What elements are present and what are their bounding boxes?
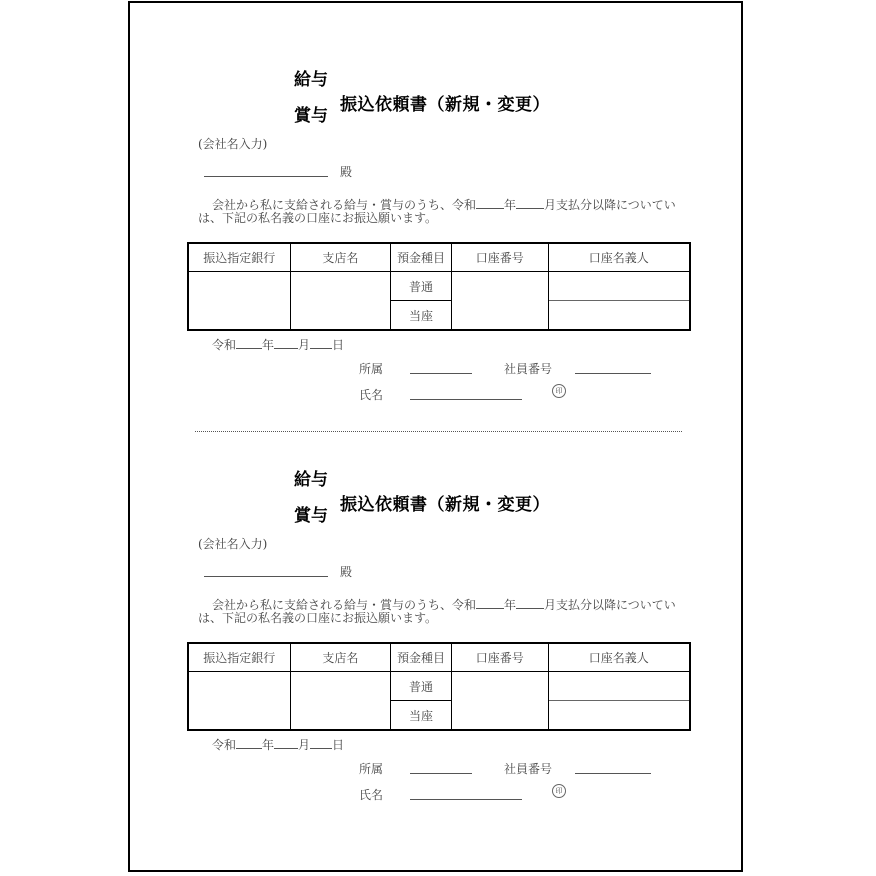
header-bank: 振込指定銀行 — [188, 243, 290, 272]
company-name-underline — [204, 576, 328, 577]
holder-kana-line[interactable] — [549, 272, 689, 300]
branch-cell[interactable] — [290, 272, 391, 331]
header-bank: 振込指定銀行 — [188, 643, 290, 672]
dono-honorific: 殿 — [340, 565, 353, 579]
bank-account-table — [187, 642, 691, 731]
employee-number-field[interactable] — [575, 373, 651, 374]
date-year: 年 — [262, 738, 275, 752]
bank-account-table — [187, 242, 691, 331]
dept-field[interactable] — [410, 373, 472, 374]
para-text-b: 年 — [504, 598, 517, 612]
form-title: 振込依頼書（新規・変更） — [340, 495, 550, 515]
header-account-type: 預金種目 — [391, 243, 452, 272]
para-text-b: 年 — [504, 198, 517, 212]
date-month: 月 — [298, 338, 311, 352]
date-day: 日 — [332, 338, 345, 352]
para-text-a: 会社から私に支給される給与・賞与のうち、令和 — [212, 198, 477, 212]
holder-kana-line[interactable] — [549, 672, 689, 700]
company-name-placeholder: (会社名入力) — [198, 537, 268, 551]
year-blank — [476, 599, 504, 609]
account-holder-cell[interactable] — [548, 672, 690, 731]
date-month-blank[interactable] — [274, 739, 298, 749]
year-blank — [476, 199, 504, 209]
header-account-number: 口座番号 — [451, 643, 548, 672]
document-page — [128, 1, 743, 872]
account-holder-cell[interactable] — [548, 272, 690, 331]
header-account-holder: 口座名義人 — [548, 643, 690, 672]
dono-honorific: 殿 — [340, 165, 353, 179]
header-account-number: 口座番号 — [451, 243, 548, 272]
date-year-blank[interactable] — [236, 339, 262, 349]
request-paragraph — [198, 599, 688, 625]
account-number-cell[interactable] — [451, 272, 548, 331]
date-line — [212, 336, 344, 353]
account-type-toza[interactable]: 当座 — [391, 301, 452, 331]
holder-name-line[interactable] — [549, 700, 689, 729]
para-text-line2: は、下記の私名義の口座にお振込願います。 — [198, 211, 438, 225]
dept-label: 所属 — [359, 762, 384, 776]
title-kyuyo: 給与 — [294, 70, 328, 90]
header-branch: 支店名 — [290, 243, 391, 272]
employee-number-field[interactable] — [575, 773, 651, 774]
date-year-blank[interactable] — [236, 739, 262, 749]
account-type-toza[interactable]: 当座 — [391, 701, 452, 731]
name-label: 氏名 — [359, 388, 384, 402]
bank-cell[interactable] — [188, 272, 290, 331]
dept-field[interactable] — [410, 773, 472, 774]
month-blank — [516, 599, 544, 609]
date-day-blank[interactable] — [310, 339, 332, 349]
para-text-a: 会社から私に支給される給与・賞与のうち、令和 — [212, 598, 477, 612]
seal-mark: 印 — [552, 784, 566, 798]
para-text-line2: は、下記の私名義の口座にお振込願います。 — [198, 611, 438, 625]
employee-number-label: 社員番号 — [504, 362, 553, 376]
para-text-c: 月支払分以降についてい — [544, 198, 676, 212]
form-title: 振込依頼書（新規・変更） — [340, 95, 550, 115]
date-era: 令和 — [212, 338, 237, 352]
date-year: 年 — [262, 338, 275, 352]
header-branch: 支店名 — [290, 643, 391, 672]
dept-label: 所属 — [359, 362, 384, 376]
date-month-blank[interactable] — [274, 339, 298, 349]
header-account-type: 預金種目 — [391, 643, 452, 672]
account-type-futsu[interactable]: 普通 — [391, 272, 452, 301]
date-line — [212, 736, 344, 753]
transfer-request-form-2 — [130, 403, 741, 803]
account-number-cell[interactable] — [451, 672, 548, 731]
date-month: 月 — [298, 738, 311, 752]
title-shoyo: 賞与 — [294, 506, 328, 526]
seal-mark: 印 — [552, 384, 566, 398]
date-day: 日 — [332, 738, 345, 752]
branch-cell[interactable] — [290, 672, 391, 731]
transfer-request-form-1 — [130, 3, 741, 403]
employee-number-label: 社員番号 — [504, 762, 553, 776]
company-name-placeholder: (会社名入力) — [198, 137, 268, 151]
bank-cell[interactable] — [188, 672, 290, 731]
date-era: 令和 — [212, 738, 237, 752]
request-paragraph — [198, 199, 688, 225]
name-field[interactable] — [410, 399, 522, 400]
para-text-c: 月支払分以降についてい — [544, 598, 676, 612]
header-account-holder: 口座名義人 — [548, 243, 690, 272]
name-field[interactable] — [410, 799, 522, 800]
title-kyuyo: 給与 — [294, 470, 328, 490]
name-label: 氏名 — [359, 788, 384, 802]
title-shoyo: 賞与 — [294, 106, 328, 126]
company-name-underline — [204, 176, 328, 177]
account-type-futsu[interactable]: 普通 — [391, 672, 452, 701]
month-blank — [516, 199, 544, 209]
holder-name-line[interactable] — [549, 300, 689, 329]
date-day-blank[interactable] — [310, 739, 332, 749]
